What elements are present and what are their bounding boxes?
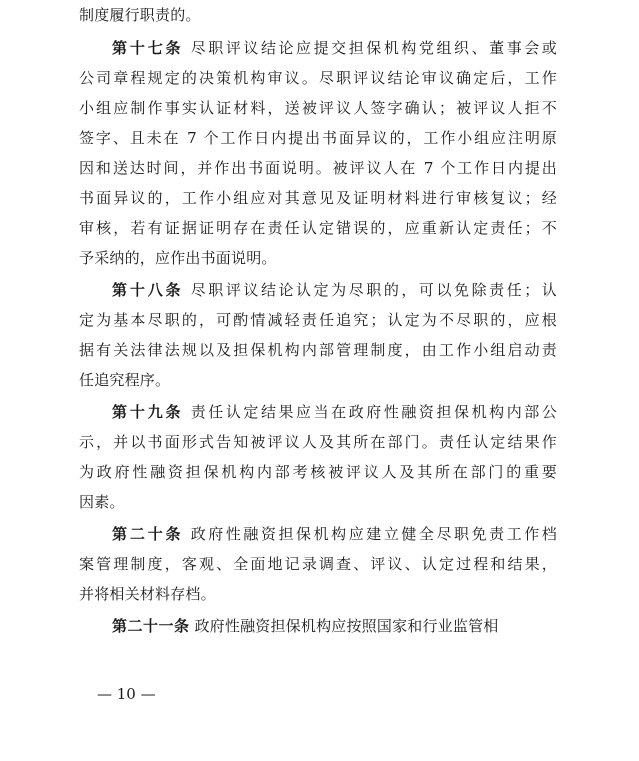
- line-text: 书面异议的，工作小组应对其意见及证明材料进行审核复议；经: [79, 189, 557, 207]
- text-line: [79, 457, 557, 487]
- line-text: 据有关法律法规以及担保机构内部管理制度，由工作小组启动责: [79, 341, 557, 359]
- page-number: — 10 —: [97, 685, 156, 703]
- text-line: [79, 123, 557, 153]
- text-line: [79, 243, 557, 273]
- article-heading: 第二十条: [112, 525, 184, 543]
- article-heading: 第十七条: [112, 39, 184, 57]
- article-heading: 第十九条: [112, 403, 184, 421]
- text-line: [79, 611, 557, 641]
- line-text: 政府性融资担保机构应按照国家和行业监管相: [189, 617, 499, 635]
- line-text: 政府性融资担保机构应建立健全尽职免责工作档: [183, 525, 557, 543]
- line-text: 示，并以书面形式告知被评议人及其所在部门。责任认定结果作: [79, 433, 557, 451]
- line-text: 责任认定结果应当在政府性融资担保机构内部公: [183, 403, 557, 421]
- line-text: 为政府性融资担保机构内部考核被评议人及其所在部门的重要: [79, 463, 557, 481]
- text-line: [79, 579, 557, 609]
- text-line: [79, 305, 557, 335]
- text-line: [79, 397, 557, 427]
- line-text: 案管理制度，客观、全面地记录调查、评议、认定过程和结果，: [79, 555, 557, 573]
- text-line: [79, 63, 557, 93]
- line-text: 审核，若有证据证明存在责任认定错误的，应重新认定责任；不: [79, 219, 557, 237]
- text-line: [79, 519, 557, 549]
- line-text: 予采纳的，应作出书面说明。: [79, 249, 277, 267]
- line-text: 尽职评议结论认定为尽职的，可以免除责任；认: [183, 281, 557, 299]
- text-line: [79, 427, 557, 457]
- article-heading: 第十八条: [112, 281, 184, 299]
- text-line: [79, 153, 557, 183]
- line-text: 因素。: [79, 493, 125, 511]
- text-line: [79, 365, 557, 395]
- text-line: [79, 0, 557, 30]
- text-line: [79, 183, 557, 213]
- text-line: [79, 93, 557, 123]
- text-line: [79, 487, 557, 517]
- line-text: 并将相关材料存档。: [79, 585, 216, 603]
- line-text: 因和送达时间，并作出书面说明。被评议人在 7 个工作日内提出: [79, 159, 557, 177]
- line-text: 尽职评议结论应提交担保机构党组织、董事会或: [183, 39, 557, 57]
- line-text: 小组应制作事实认证材料，送被评议人签字确认；被评议人拒不: [79, 99, 557, 117]
- text-line: [79, 275, 557, 305]
- text-line: [79, 335, 557, 365]
- line-text: 制度履行职责的。: [79, 6, 201, 24]
- text-line: [79, 33, 557, 63]
- line-text: 任追究程序。: [79, 371, 171, 389]
- article-heading: 第二十一条: [112, 617, 190, 635]
- line-text: 签字、且未在 7 个工作日内提出书面异议的，工作小组应注明原: [79, 129, 557, 147]
- line-text: 定为基本尽职的，可酌情减轻责任追究；认定为不尽职的，应根: [79, 311, 557, 329]
- line-text: 公司章程规定的决策机构审议。尽职评议结论审议确定后，工作: [79, 69, 557, 87]
- text-line: [79, 549, 557, 579]
- text-line: [79, 213, 557, 243]
